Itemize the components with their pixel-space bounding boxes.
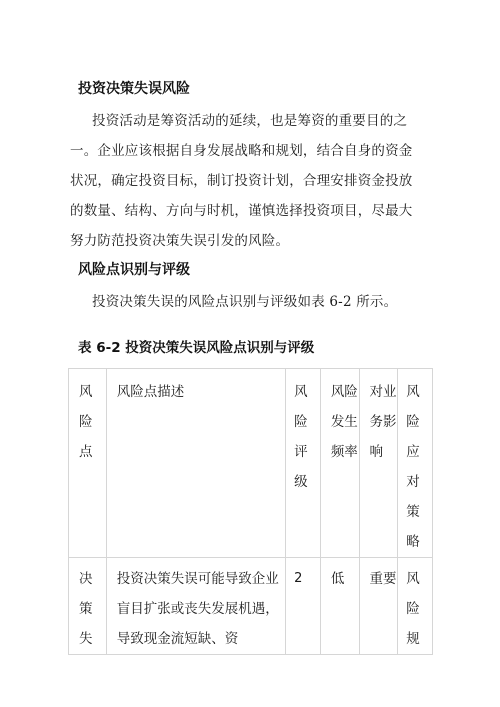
- paragraph-line: 努力防范投资决策失误引发的风险。: [70, 233, 290, 249]
- section-heading-risk-identification: 风险点识别与评级: [78, 262, 190, 278]
- table-header-row: [69, 369, 433, 558]
- header-cell-frequency: 风险发生频率: [320, 369, 359, 558]
- cell-rating: 2: [286, 558, 321, 655]
- table-caption: 表 6-2 投资决策失误风险点识别与评级: [78, 340, 315, 356]
- table-intro-paragraph: [70, 287, 432, 317]
- section-heading-investment-risk: 投资决策失误风险: [78, 81, 190, 97]
- table-row: [69, 558, 433, 655]
- header-cell-impact: 对业务影响: [359, 369, 398, 558]
- paragraph-line: 一。企业应该根据自身发展战略和规划，结合自身的资金: [70, 143, 413, 159]
- paragraph-line: 的数量、结构、方向与时机，谨慎选择投资项目，尽最大: [70, 203, 413, 219]
- header-cell-rating: 风险评级: [286, 369, 321, 558]
- cell-risk-point: 决策失: [69, 558, 107, 655]
- section-paragraph: [70, 106, 432, 256]
- paragraph-line: 投资决策失误的风险点识别与评级如表 6-2 所示。: [92, 294, 398, 310]
- header-cell-risk-point: 风险点: [69, 369, 107, 558]
- paragraph-line: 投资活动是筹资活动的延续，也是筹资的重要目的之: [92, 113, 408, 129]
- header-cell-strategy: 风险应对策略: [398, 369, 433, 558]
- risk-table: [68, 368, 433, 655]
- cell-strategy: 风险规: [398, 558, 433, 655]
- cell-impact: 重要: [359, 558, 398, 655]
- cell-frequency: 低: [320, 558, 359, 655]
- paragraph-line: 状况，确定投资目标，制订投资计划，合理安排资金投放: [70, 173, 413, 189]
- cell-description: 投资决策失误可能导致企业盲目扩张或丧失发展机遇，导致现金流短缺、资: [106, 558, 285, 655]
- header-cell-description: 风险点描述: [106, 369, 285, 558]
